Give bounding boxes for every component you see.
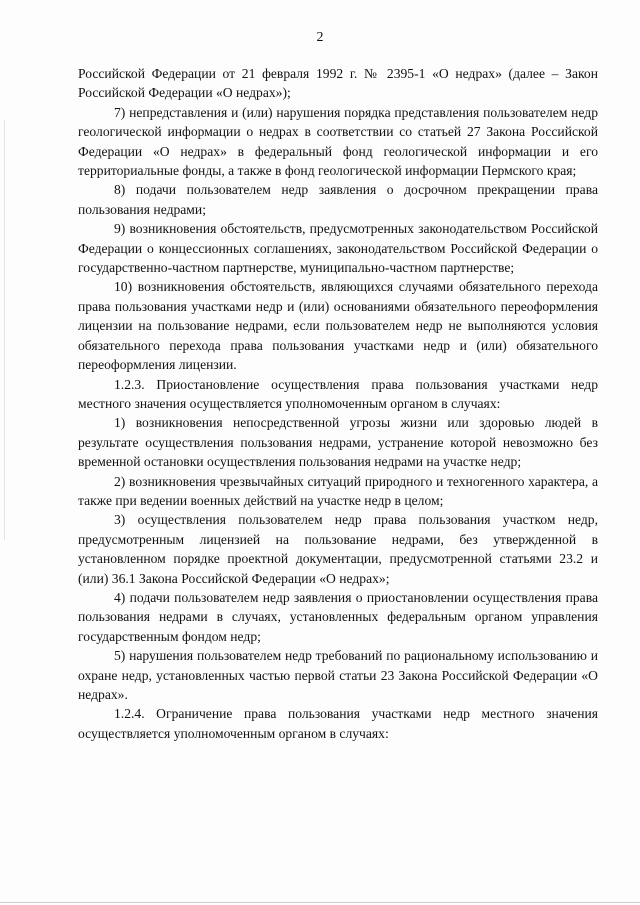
paragraph-item-9: 9) возникновения обстоятельств, предусмотренных законодательством Российской Федерации о концессионных соглашениях, законодательством Российской Федерации о государственно-частном партнерстве, муниципально-частном партнерстве; <box>78 221 598 276</box>
paragraph-item-7: 7) непредставления и (или) нарушения порядка представления пользователем недр геологической информации о недрах в соответствии со статьей 27 Закона Российской Федерации «О недрах» в федеральный фонд геологической информации и его территориальные фонды, а также в фонд геологической информации Пермского края; <box>78 104 598 179</box>
paragraph-1-2-3-item-5: 5) нарушения пользователем недр требований по рациональному использованию и охране недр, установленных частью первой статьи 23 Закона Российской Федерации «О недрах». <box>78 648 598 702</box>
paragraph-section-1-2-4: 1.2.4. Ограничение права пользования участками недр местного значения осуществляется уполномоченным органом в случаях: <box>78 706 598 741</box>
paragraph-1-2-3-item-1: 1) возникновения непосредственной угрозы жизни или здоровью людей в результате осуществления пользования недрами, устранение которой невозможно без временной остановки осуществления пользования недрами на участке недр; <box>78 415 598 470</box>
document-body <box>78 64 598 743</box>
paragraph-continuation: Российской Федерации от 21 февраля 1992 г. № 2395-1 «О недрах» (далее – Закон Российской Федерации «О недрах»); <box>78 66 598 101</box>
paragraph-item-8: 8) подачи пользователем недр заявления о досрочном прекращении права пользования недрами; <box>78 182 598 217</box>
scan-edge-shadow <box>4 120 5 540</box>
page-number: 2 <box>316 30 324 45</box>
paragraph-item-10: 10) возникновения обстоятельств, являющихся случаями обязательного перехода права пользования участками недр и (или) основаниями обязательного переоформления лицензии на пользование недрами, если пользователем недр не выполняются условия обязательного перехода права пользования участками недр и (или) обязательного переоформления лицензии. <box>78 279 598 373</box>
paragraph-1-2-3-item-4: 4) подачи пользователем недр заявления о приостановлении осуществления права пользования недрами в случаях, установленных федеральным органом управления государственным фондом недр; <box>78 589 598 644</box>
paragraph-1-2-3-item-3: 3) осуществления пользователем недр права пользования участком недр, предусмотренным лицензией на пользование недрами, без утвержденной в установленном порядке проектной документации, предусмотренной статьями 23.2 и (или) 36.1 Закона Российской Федерации «О недрах»; <box>78 512 598 586</box>
paragraph-1-2-3-item-2: 2) возникновения чрезвычайных ситуаций природного и техногенного характера, а также при ведении военных действий на участке недр в целом; <box>78 473 598 508</box>
bottom-edge-line <box>0 902 640 903</box>
paragraph-section-1-2-3: 1.2.3. Приостановление осуществления права пользования участками недр местного значения осуществляется уполномоченным органом в случаях: <box>78 376 598 411</box>
